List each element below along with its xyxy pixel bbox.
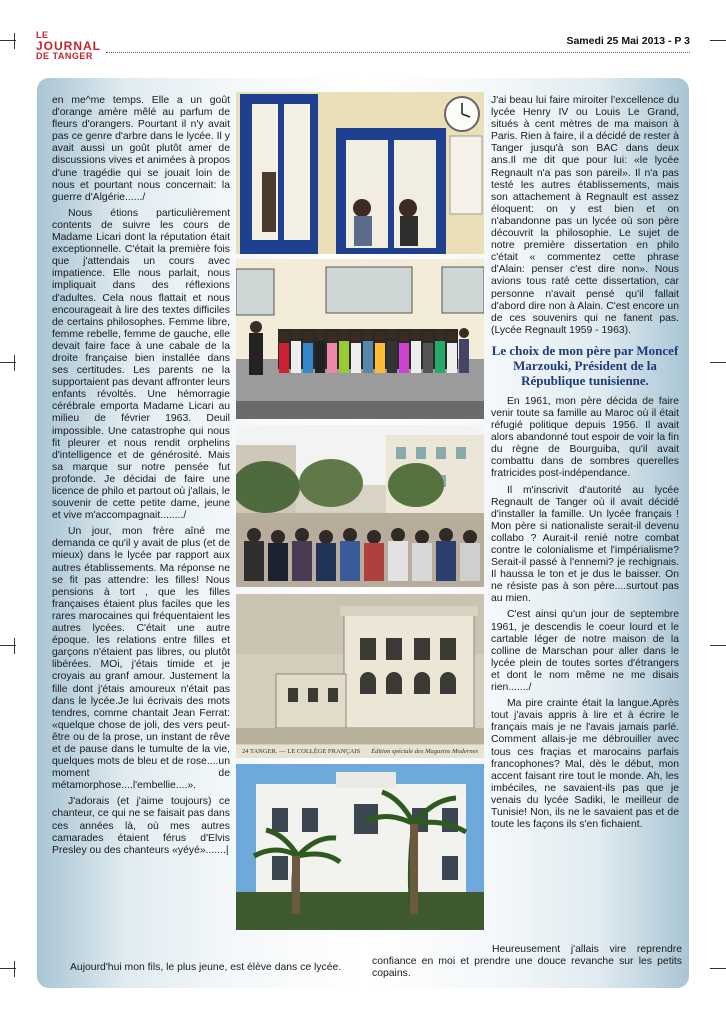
- postcard-caption: [236, 745, 484, 758]
- logo-line: JOURNAL: [36, 39, 102, 53]
- paragraph: Nous étions particulièrement contents de suivre les cours de Madame Licari dont la réputation était exceptionnelle. C'était la première fois que j'attendais un cours avec impatience. Elle nous parlait, nous impliquait dans des réflexions d'adultes. Cela nous flattait et nous encourageait à lire des textes difficiles de certains philosophes. Femme libre, femme rebelle, femme de gauche, elle devait faire face à une cabale de la droite française bien installée dans ses certitudes. Les parents ne la supportaient pas devant affronter leurs enfants révoltés. Une hémorragie cérébrale emporta Madame Licari au milieu de février 1963. Deuil impossible. Une catastrophe qui nous fit pleurer et nous rendit orphelins d'intelligence et de générosité. Mais sa marque sur notre pensée fut profonde. Je décidai de faire une licence de philo et partout où j'allais, le souvenir de cette petite dame, jeune et vive m'accompagnait......../: [52, 207, 230, 522]
- paragraph: J'ai beau lui faire miroiter l'excellence du lycée Henry IV ou Louis Le Grand, situés à cent mètres de ma maison à Paris. Rien à faire, il a décidé de rester à Tanger jusqu'à son BAC dans deux ans.Il me dit que pour lui: «le lycée Regnault n'a pas son pareil». Il n'a pas testé les autres établissements, mais son attachement à Regnault est assez éloquent: on y est bien et on n'abandonne pas un lycée où son père découvrit la philosophie. Le sujet de notre première dissertation en philo c'était « commentez cette phrase d'Alain: penser c'est dire non». Nous avions tous raté cette dissertation, car personne n'avait pensé qu'il fallait d'abord dire non à Alain. C'est encore un de ces souvenirs qui ne fanent pas. (Lycée Regnault 1959 - 1963).: [491, 95, 679, 336]
- header-divider: [106, 52, 690, 53]
- section-subheading: Le choix de mon père par Moncef Marzouki, Président de la République tunisienne.: [491, 342, 679, 388]
- paragraph: Un jour, mon frère aîné me demanda ce qu'il y avait de plus (et de mieux) dans le lycée par rapport aux autres établissements. Ma réponse ne se fit pas attendre: les filles! Nous pensions à tort , que les filles françaises étaient plus faciles que les rares marocaines qui fréquentaient les autres lycées. C'était une autre époque. les relations entre filles et garçons n'étaient pas libres, ou plutôt libérées. MOi, j'étais timide et je croyais au granf amour. Justement la fille dont j'étais amoureux n'était pas dans le lycée.Je lui écrivais des mots tendres, comme chantait Jean Ferrat: «quelque chose de joli, des vers peut-être ou de la prose, un instant de rêve et de pause dans le tumulte de la vie, quelques mots de bleu et de rose....un moment de métamorphose....l'embellie....».: [52, 526, 230, 792]
- clock-icon: [445, 97, 479, 131]
- left-column: [52, 95, 230, 861]
- photo-vintage-postcard-drawing: [236, 594, 484, 758]
- logo-line: DE TANGER: [36, 51, 93, 61]
- crop-mark: [710, 40, 726, 41]
- crop-mark: [14, 33, 15, 49]
- photo-school-building-palms-drawing: [236, 764, 484, 930]
- paragraph: C'est ainsi qu'un jour de septembre 1961, je descendis le coeur lourd et le cartable léger de notre maison de la colline de Marschan pour aller dans le lycée plein de toutes sortes d'étrangers et dont le nom même ne me disais rien......./: [491, 609, 679, 694]
- photo-vintage-postcard: [236, 594, 484, 758]
- crop-mark: [710, 968, 726, 969]
- newspaper-logo: [36, 31, 106, 61]
- photo-class-group-drawing: [236, 259, 484, 419]
- photo-school-doors-drawing: [236, 92, 484, 254]
- closing-line-left: Aujourd'hui mon fils, le plus jeune, est élève dans ce lycée.: [70, 962, 342, 973]
- right-column: [491, 95, 679, 835]
- postcard-caption-left: 24 TANGER. — LE COLLÈGE FRANÇAIS: [242, 748, 361, 755]
- photo-courtyard-students-drawing: [236, 425, 484, 587]
- crop-mark: [710, 645, 726, 646]
- paragraph: J'adorais (et j'aime toujours) ce chanteur, ce qui ne se faisait pas dans ces années là, où mes autres camarades étaient férus d'Elvis Presley ou des chanteurs «yéyé».......|: [52, 796, 230, 856]
- closing-text: Heureusement j'allais vire reprendre confiance en moi et prendre une douce revanche sur les petits copains.: [372, 944, 682, 980]
- crop-mark: [710, 362, 726, 363]
- paragraph: Il m'inscrivit d'autorité au lycée Regnault de Tanger où il avait décidé d'installer la famille. Un lycée français ! Mon père si nationaliste serait-il devenu collabo ? Aurait-il renié notre combat contre le colonialisme et l'impérialisme? Serait-il passé à l'ennemi? je rechignais. Il haussa le ton et je dus le baisser. On ne résiste pas à son père....surtout pas au mien.: [491, 484, 679, 605]
- paragraph: en me^me temps. Elle a un goût d'orange amère mêlé au parfum de fleurs d'orangers. Pourtant il n'y avait pas ce genre d'arbre dans le lycée. Il y avait aussi un goût plutôt amer de discussions vives et animées à propos d'une tragédie qui se jouait loin de nous et pourtant nous concernait: la guerre d'Algérie....../: [52, 95, 230, 203]
- crop-mark: [14, 638, 15, 654]
- photo-class-group: [236, 259, 484, 419]
- crop-mark: [14, 961, 15, 977]
- logo-line: LE: [36, 30, 49, 40]
- photo-courtyard-students: [236, 425, 484, 587]
- paragraph: En 1961, mon père décida de faire venir toute sa famille au Maroc où il était réfugié politique depuis 1956. Il avait alors abandonné tout espoir de voir la fin du règne de Bourguiba, qu'il avait combattu dans de sombres querelles fratricides post-indépendance.: [491, 395, 679, 480]
- date-page-label: Samedi 25 Mai 2013 - P 3: [566, 35, 690, 47]
- photo-school-doors: [236, 92, 484, 254]
- photo-school-building-palms: [236, 764, 484, 930]
- closing-paragraph-right: [372, 944, 682, 980]
- crop-mark: [14, 355, 15, 371]
- paragraph: Ma pire crainte était la langue.Après tout j'avais appris à lire et à écrire le français mais je ne l'avais jamais parlé. Comment allais-je me débrouiller avec tous ces fraçias et marocains parfais francophones? Mal, dès le début, mon accent faisant rire tout le monde. Ah, les imbéciles, ne savaient-ils pas que je venais du lycée Sadiki, le meilleur de Tunisie! Non, ils ne le savaient pas et de toute les façons ils s'en fichaient.: [491, 698, 679, 831]
- postcard-caption-right: Édition spéciale des Magasins Modernes: [371, 748, 478, 755]
